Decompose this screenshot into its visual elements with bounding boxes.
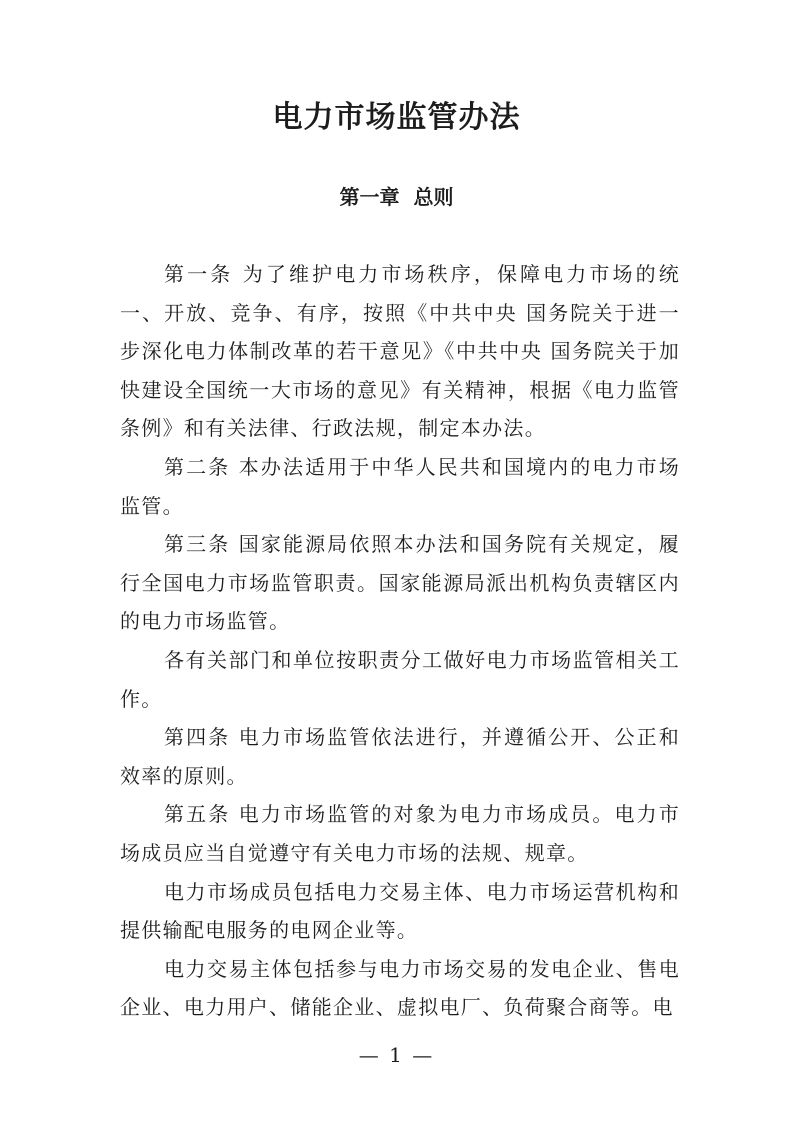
market-members-paragraph: 电力市场成员包括电力交易主体、电力市场运营机构和提供输配电服务的电网企业等。 [120,879,680,943]
document-title: 电力市场监管办法 [272,100,521,135]
article-5-paragraph: 第五条 电力市场监管的对象为电力市场成员。电力市场成员应当自觉遵守有关电力市场的法规、规章。 [120,802,680,865]
article-1-paragraph: 第一条 为了维护电力市场秩序，保障电力市场的统一、开放、竞争、有序，按照《中共中央 国务院关于进一步深化电力体制改革的若干意见》《中共中央 国务院关于加快建设全国统一大市场的意见》有关精神，根据《电力监管条例》和有关法律、行政法规，制定本办法。 [120,262,680,441]
article-3-continuation-paragraph: 各有关部门和单位按职责分工做好电力市场监管相关工作。 [120,647,680,711]
document-body [120,255,680,1027]
chapter-heading: 第一章 总则 [339,185,454,209]
trading-entities-paragraph: 电力交易主体包括参与电力市场交易的发电企业、售电企业、电力用户、储能企业、虚拟电厂、负荷聚合商等。电 [120,956,680,1020]
page-number: — 1 — [358,1043,435,1067]
article-3-paragraph: 第三条 国家能源局依照本办法和国务院有关规定，履行全国电力市场监管职责。国家能源局派出机构负责辖区内的电力市场监管。 [120,532,680,634]
article-2-paragraph: 第二条 本办法适用于中华人民共和国境内的电力市场监管。 [120,454,680,518]
article-4-paragraph: 第四条 电力市场监管依法进行，并遵循公开、公正和效率的原则。 [120,725,680,788]
